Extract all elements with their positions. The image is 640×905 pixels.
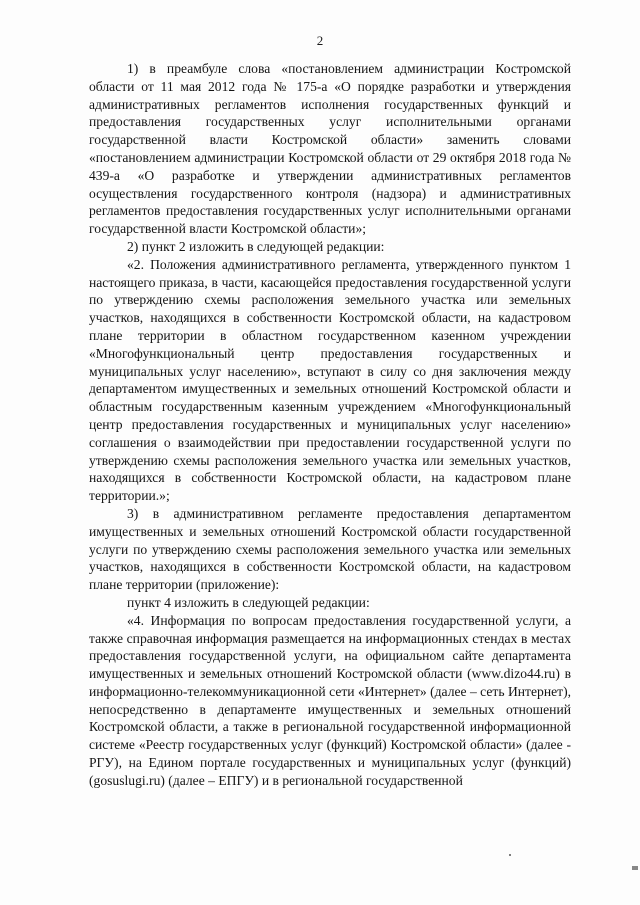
document-body — [89, 60, 571, 790]
scan-speck — [509, 854, 511, 856]
paragraph-4: 3) в административном регламенте предоставления департаментом имущественных и земельных отношений Костромской области государственной услуги по утверждению схемы расположения земельного участка или земельных участков, находящихся в собственности Костромской области, на кадастровом плане территории (приложение): — [89, 505, 571, 593]
paragraph-3: «2. Положения административного регламента, утвержденного пунктом 1 настоящего приказа, в части, касающейся предоставления государственной услуги по утверждению схемы расположения земельного участка или земельных участков, находящихся в собственности Костромской области, на кадастровом плане территории в областном государственном казенном учреждении «Многофункциональный центр предоставления государственных и муниципальных услуг населению», вступают в силу со дня заключения между департаментом имущественных и земельных отношений Костромской области и областным государственным казенным учреждением «Многофункциональный центр предоставления государственных и муниципальных услуг населению» соглашения о взаимодействии при предоставлении государственной услуги по утверждению схемы расположения земельного участка или земельных участков, находящихся в собственности Костромской области, на кадастровом плане территории.»; — [89, 256, 571, 504]
scan-edge-mark — [632, 866, 638, 870]
page-number: 2 — [316, 33, 324, 48]
paragraph-2: 2) пункт 2 изложить в следующей редакции: — [127, 238, 385, 254]
paragraph-1: 1) в преамбуле слова «постановлением администрации Костромской области от 11 мая 2012 года № 175-а «О порядке разработки и утверждения административных регламентов исполнения государственных функций и предоставления государственных услуг исполнительными органами государственной власти Костромской области» заменить словами «постановлением администрации Костромской области от 29 октября 2018 года № 439-а «О разработке и утверждении административных регламентов осуществления государственного контроля (надзора) и административных регламентов предоставления государственных услуг исполнительными органами государственной власти Костромской области»; — [89, 61, 571, 237]
paragraph-5: пункт 4 изложить в следующей редакции: — [127, 594, 370, 610]
paragraph-6: «4. Информация по вопросам предоставления государственной услуги, а также справочная информация размещается на информационных стендах в местах предоставления государственной услуги, на официальном сайте департамента имущественных и земельных отношений Костромской области (www.dizo44.ru) в информационно-телекоммуникационной сети «Интернет» (далее – сеть Интернет), непосредственно в департаменте имущественных и земельных отношений Костромской области, а также в региональной государственной информационной системе «Реестр государственных услуг (функций) Костромской области» (далее - РГУ), на Едином портале государственных и муниципальных услуг (функций) (gosuslugi.ru) (далее – ЕПГУ) и в региональной государственной — [89, 612, 571, 788]
